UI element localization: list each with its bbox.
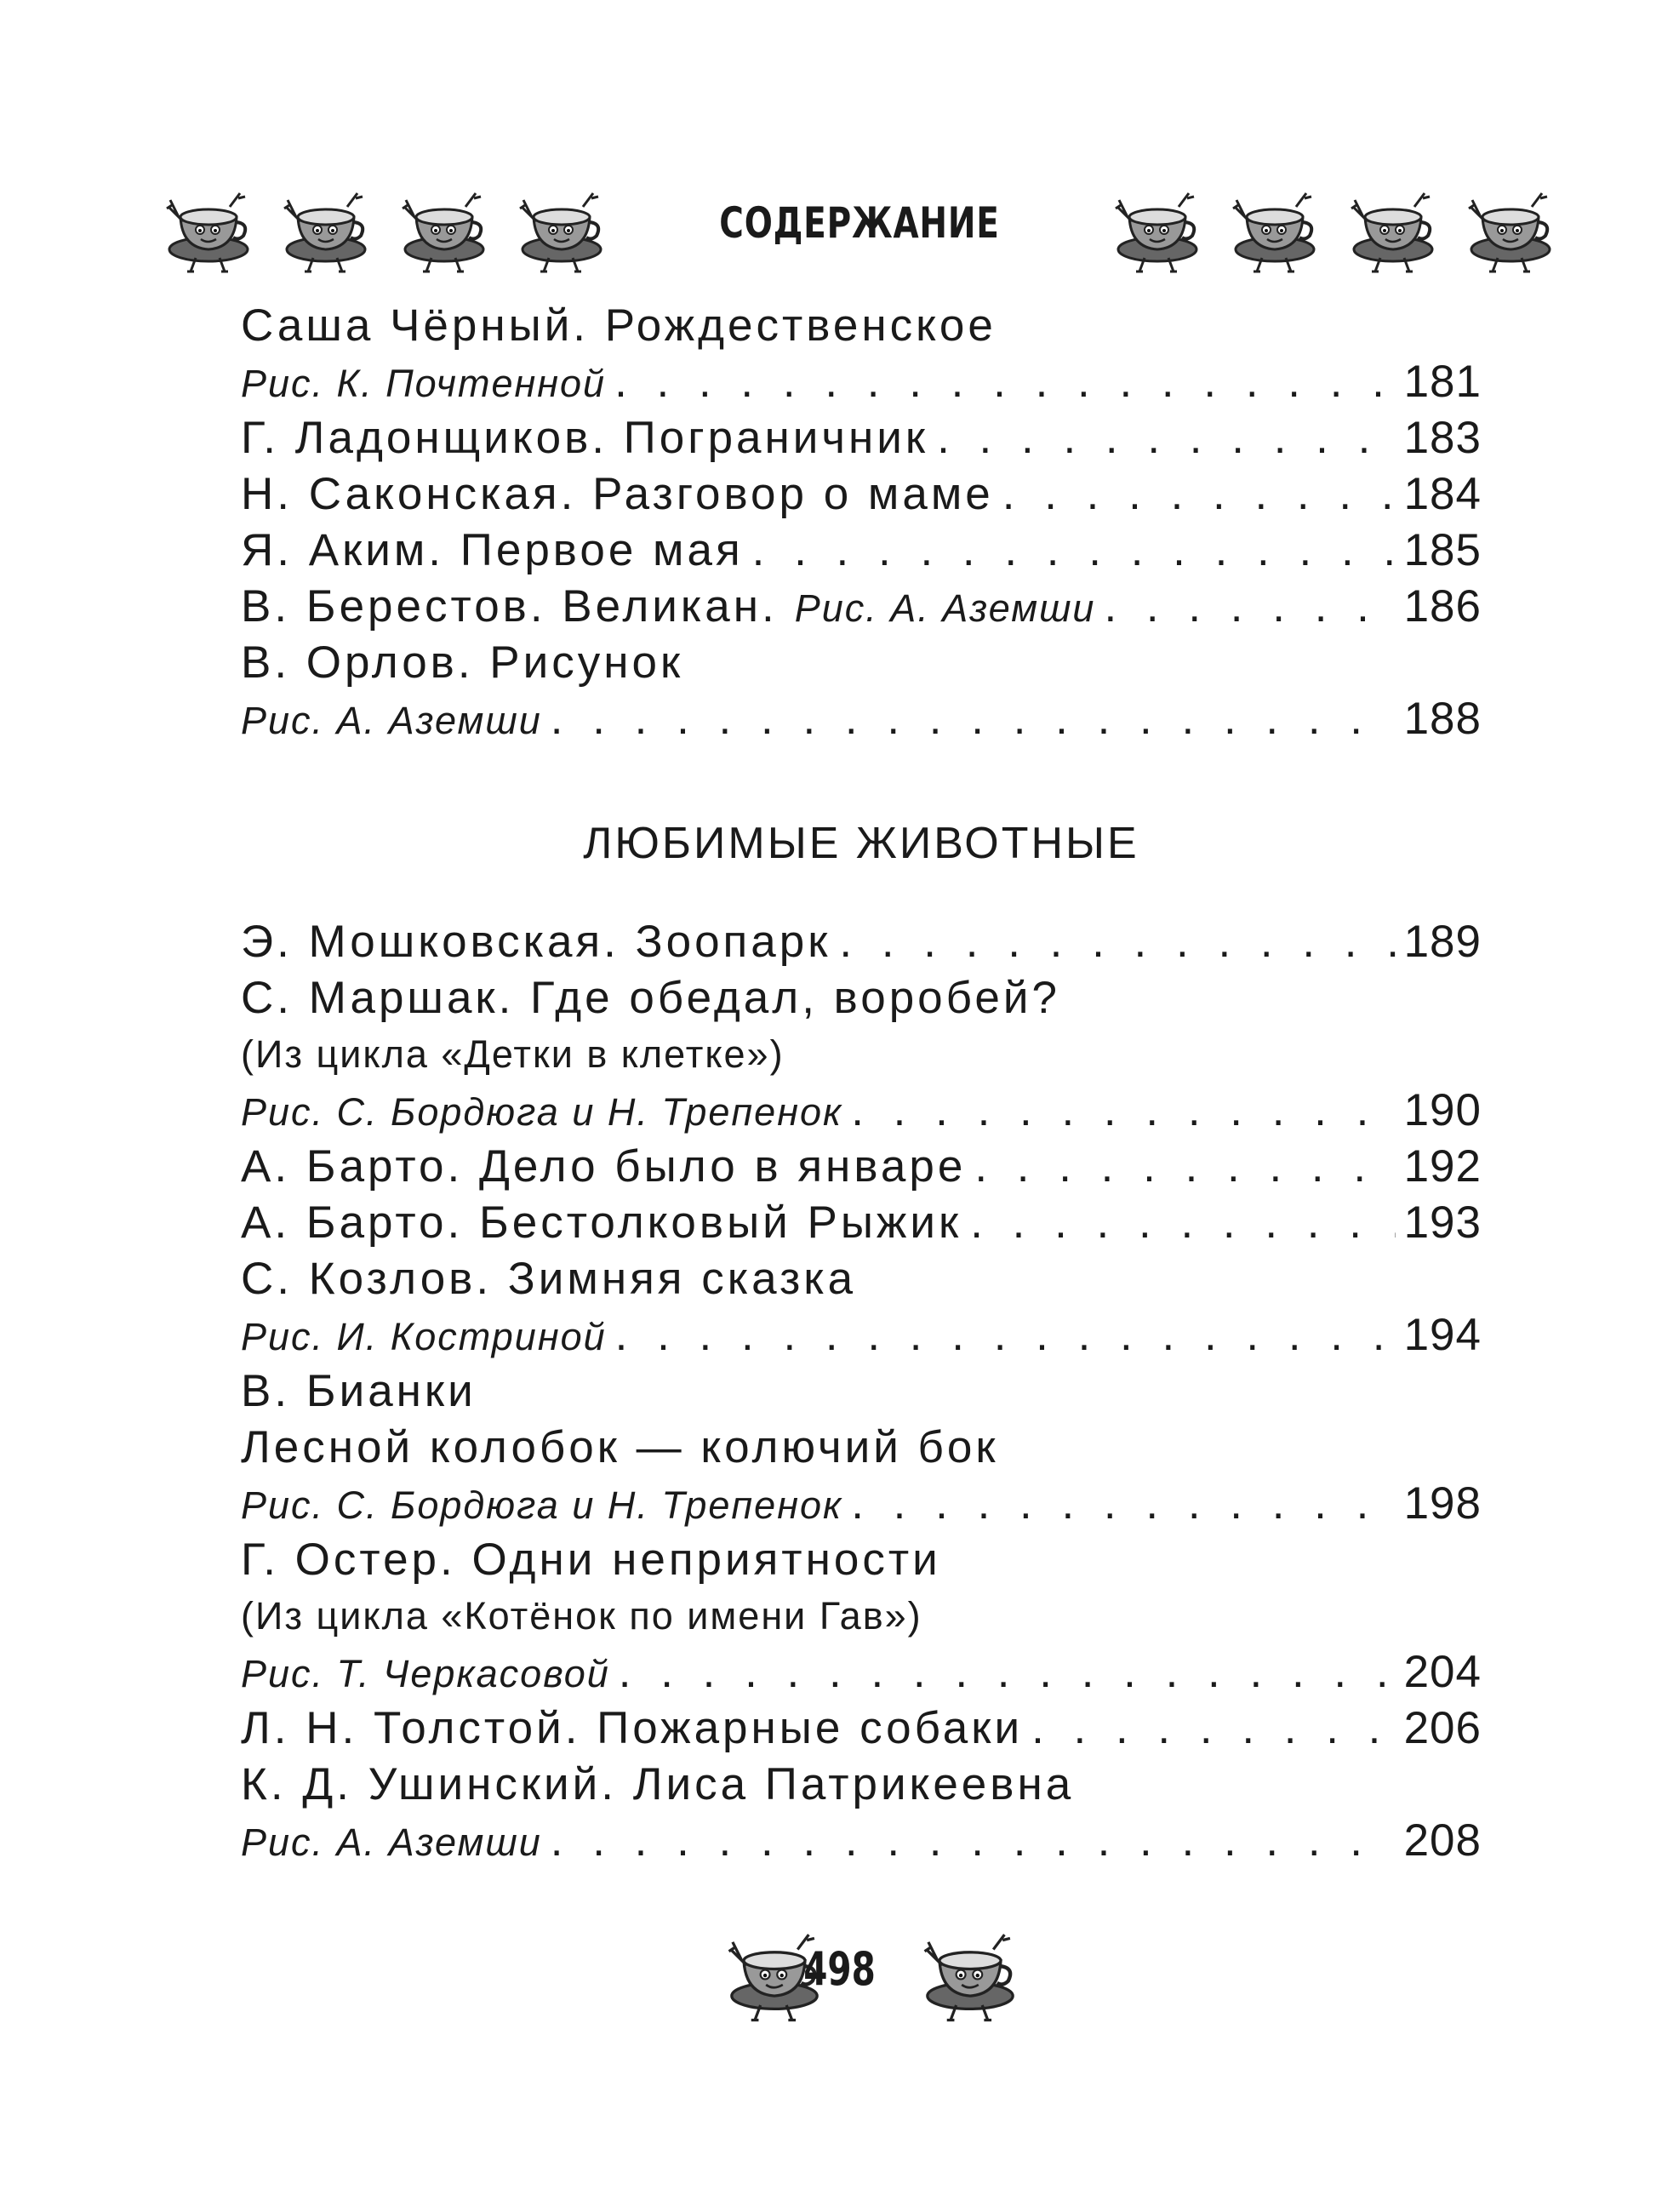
teacup-character-icon [1464,183,1557,277]
dot-leader [614,354,1395,410]
toc-entry-title: В. Орлов. Рисунок [241,637,684,688]
toc-entry [241,354,1482,410]
toc-entry-page: 183 [1403,413,1482,463]
table-of-contents [241,298,1482,1869]
toc-entry-page: 181 [1403,357,1482,407]
toc-entry-illustrator: Рис. Т. Черкасовой [241,1652,610,1695]
toc-entry-page: 190 [1403,1085,1482,1135]
toc-entry-title: В. Бианки [241,1366,477,1416]
toc-entry [241,410,1482,466]
dot-leader [551,691,1396,747]
dot-leader [1104,579,1395,635]
dot-leader [839,914,1395,970]
toc-entry [241,1476,1482,1532]
toc-entry [241,579,1482,635]
toc-entry-title: Я. Аким. Первое мая [241,525,744,575]
toc-entry [241,914,1482,970]
toc-entry-page: 192 [1403,1141,1482,1192]
toc-entry [241,1195,1482,1251]
toc-entry-illustrator: Рис. И. Костриной [241,1315,607,1358]
toc-entry-illustrator: Рис. А. Аземши [794,586,1096,630]
toc-entry-illustrator: Рис. С. Бордюга и Н. Трепенок [241,1090,843,1134]
dot-leader [1002,466,1396,523]
toc-group-after [241,914,1482,1869]
toc-entry-illustrator: Рис. К. Почтенной [241,362,607,405]
toc-entry-illustrator: Рис. С. Бордюга и Н. Трепенок [241,1483,843,1527]
dot-leader [1031,1700,1395,1757]
toc-entry-title: С. Козлов. Зимняя сказка [241,1254,857,1304]
toc-entry [241,970,1482,1026]
page-title: СОДЕРЖАНИЕ [719,198,1000,248]
toc-entry [241,635,1482,691]
toc-group-before [241,298,1482,747]
dot-leader [937,410,1395,466]
toc-entry [241,466,1482,523]
teacup-character-icon [1346,183,1440,277]
section-title: ЛЮБИМЫЕ ЖИВОТНЫЕ [583,819,1139,868]
dot-leader [970,1195,1395,1251]
teacup-character-icon [919,1923,1021,2026]
toc-entry [241,1139,1482,1195]
page-header [162,183,1557,285]
toc-entry [241,1757,1482,1813]
toc-entry [241,1420,1482,1476]
toc-entry-title: Саша Чёрный. Рождественское [241,300,997,351]
toc-entry-title: Г. Остер. Одни неприятности [241,1535,941,1585]
toc-entry-illustrator: Рис. А. Аземши [241,699,542,742]
toc-entry-page: 188 [1403,694,1482,744]
toc-entry-illustrator: Рис. А. Аземши [241,1820,542,1864]
toc-entry-title: В. Берестов. Великан. [241,581,778,632]
toc-entry [241,1026,1482,1083]
toc-entry-page: 193 [1403,1197,1482,1248]
toc-entry-page: 185 [1403,525,1482,575]
toc-entry [241,1813,1482,1869]
toc-entry-title: (Из цикла «Детки в клетке») [241,1032,785,1076]
toc-entry-title: (Из цикла «Котёнок по имени Гав») [241,1594,922,1638]
teacup-character-icon [1228,183,1322,277]
teacup-character-icon [1111,183,1204,277]
toc-entry [241,1532,1482,1588]
toc-entry-title: К. Д. Ушинский. Лиса Патрикеевна [241,1759,1075,1809]
dot-leader [619,1644,1396,1700]
toc-entry [241,1083,1482,1139]
toc-entry-title: А. Барто. Дело было в январе [241,1141,967,1192]
toc-entry [241,1251,1482,1307]
toc-entry-title: А. Барто. Бестолковый Рыжик [241,1197,962,1248]
dot-leader [615,1307,1396,1363]
toc-entry-page: 194 [1403,1310,1482,1360]
teacup-character-icon [162,183,255,277]
toc-entry [241,691,1482,747]
dot-leader [551,1813,1396,1869]
page-number: 498 [803,1942,876,1996]
toc-entry-page: 206 [1403,1703,1482,1753]
toc-entry [241,523,1482,579]
toc-entry [241,1363,1482,1420]
dot-leader [974,1139,1395,1195]
toc-entry-page: 186 [1403,581,1482,632]
toc-entry-page: 208 [1403,1815,1482,1866]
toc-entry [241,1700,1482,1757]
page-footer [0,1923,1679,2034]
toc-entry-page: 189 [1403,917,1482,967]
toc-entry-title: Л. Н. Толстой. Пожарные собаки [241,1703,1024,1753]
toc-entry-page: 204 [1403,1647,1482,1697]
toc-entry-title: Лесной колобок — колючий бок [241,1422,999,1472]
toc-entry-title: С. Маршак. Где обедал, воробей? [241,973,1060,1023]
dot-leader [851,1083,1395,1139]
toc-entry-title: Г. Ладонщиков. Пограничник [241,413,929,463]
toc-entry-page: 184 [1403,469,1482,519]
decoration-right [1090,183,1557,277]
toc-entry-title: Э. Мошковская. Зоопарк [241,917,831,967]
toc-entry [241,298,1482,354]
dot-leader [752,523,1396,579]
toc-entry [241,1644,1482,1700]
toc-entry-title: Н. Саконская. Разговор о маме [241,469,994,519]
toc-entry [241,1307,1482,1363]
toc-entry [241,1588,1482,1644]
toc-entry-page: 198 [1403,1478,1482,1529]
dot-leader [851,1476,1395,1532]
